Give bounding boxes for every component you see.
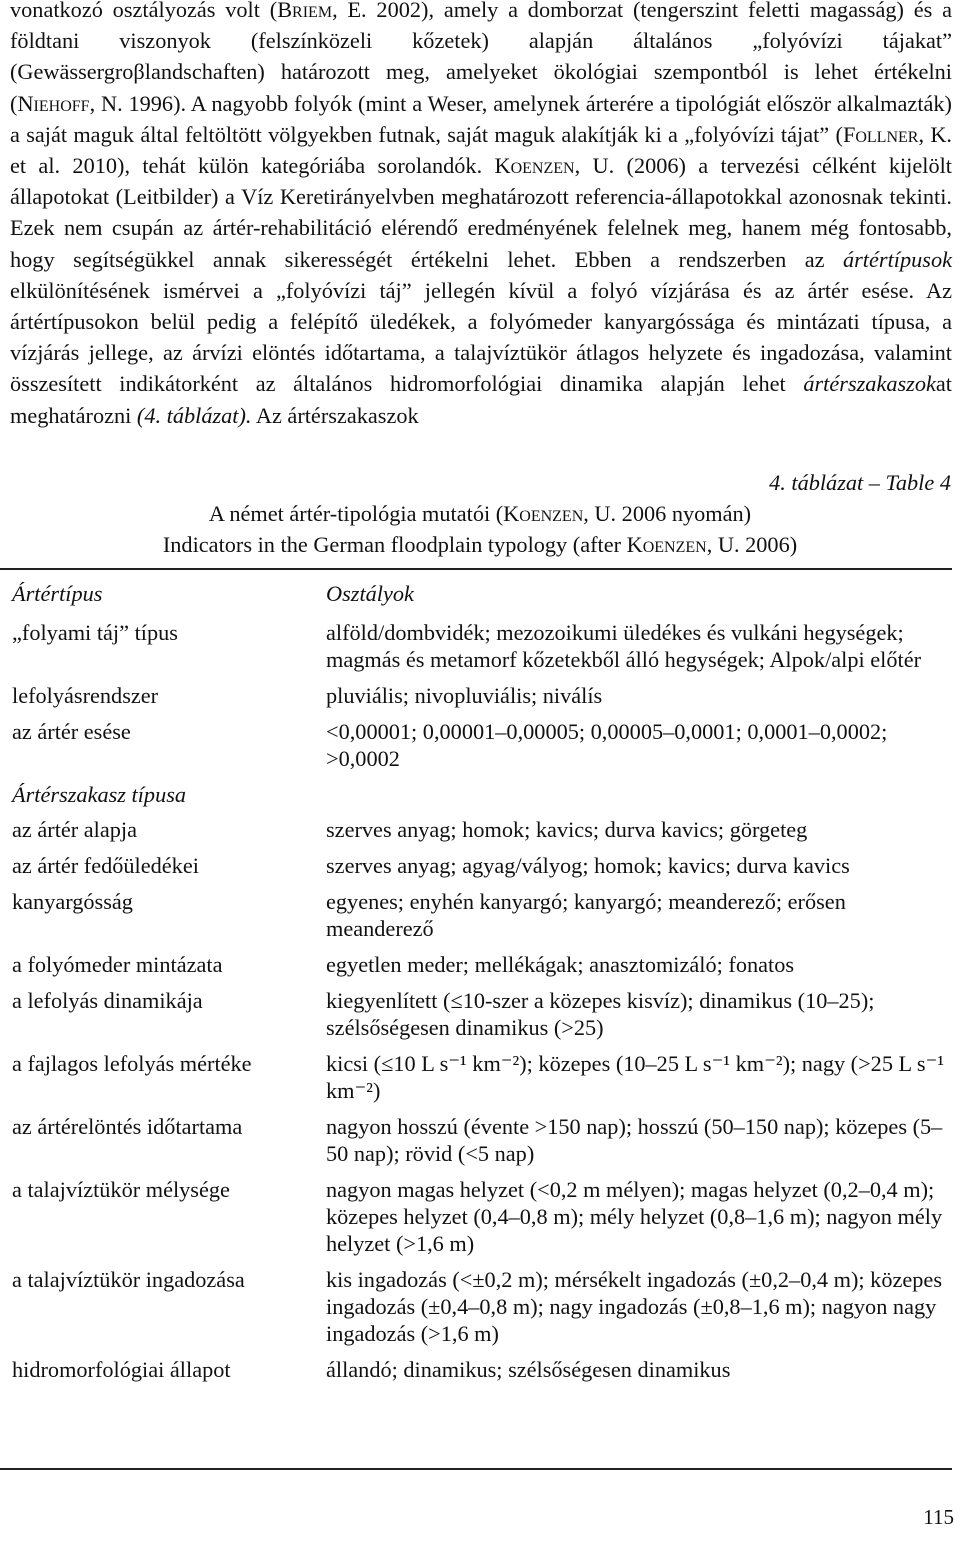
- row-label: hidromorfológiai állapot: [12, 1357, 231, 1382]
- row-value: alföld/dombvidék; mezozoikumi üledékes és vulkáni hegységek; magmás és metamorf kőzetekből álló hegységek; Alpok/alpi előtér: [326, 620, 922, 672]
- italic-term: ártérszakaszok: [803, 371, 936, 397]
- paragraph-text: , K. et al. 2010), tehát külön kategóriába sorolandók.: [10, 121, 952, 179]
- caption-text: Indicators in the German floodplain typology (after: [162, 532, 627, 557]
- row-value: kiegyenlített (≤10-szer a közepes kisvíz); dinamikus (10–25); szélsőségesen dinamikus (>25): [326, 988, 875, 1040]
- row-label: kanyargósság: [12, 889, 133, 914]
- row-value: kis ingadozás (<±0,2 m); mérsékelt ingadozás (±0,2–0,4 m); közepes ingadozás (±0,4–0,8 m); nagy ingadozás (±0,8–1,6 m); nagyon nagy ingadozás (>1,6 m): [326, 1267, 942, 1346]
- table-row: [12, 1266, 952, 1356]
- caption-text: A német ártér-tipológia mutatói (: [208, 501, 504, 526]
- paragraph-text: Az ártérszakaszok: [251, 402, 419, 428]
- paragraph-text: , U. (2006) a tervezési célként kijelölt állapotokat (Leitbilder) a Víz Keretirányelvben meghatározott referencia-állapotokkal azonosnak tekinti. Ezek nem csupán az ártér-rehabilitáció elérendő eredményének felelnek meg, hanem még fontosabb, hogy segítségükkel annak sikerességét értékelni lehet. Ebben a rendszerben az: [10, 153, 952, 272]
- table-title-hu: [0, 501, 960, 527]
- page-number: 115: [923, 1505, 954, 1529]
- row-value: nagyon magas helyzet (<0,2 m mélyen); magas helyzet (0,2–0,4 m); közepes helyzet (0,4–0,8 m); mély helyzet (0,8–1,6 m); nagyon mély helyzet (>1,6 m): [326, 1177, 943, 1256]
- row-label: a fajlagos lefolyás mértéke: [12, 1051, 252, 1076]
- table-row: [12, 816, 952, 852]
- table-subheader-row: [12, 781, 952, 816]
- row-value: egyetlen meder; mellékágak; anasztomizáló; fonatos: [326, 952, 795, 977]
- row-value: egyenes; enyhén kanyargó; kanyargó; meanderező; erősen meanderező: [326, 889, 846, 941]
- table-reference: (4. táblázat).: [136, 402, 252, 428]
- paragraph-text: vonatkozó osztályozás volt (: [10, 0, 278, 22]
- author-name: Briem: [277, 0, 333, 22]
- header-col-type: Ártértípus: [12, 581, 103, 606]
- table-title-en: [0, 532, 960, 558]
- row-value: állandó; dinamikus; szélsőségesen dinamikus: [326, 1357, 731, 1382]
- row-value: szerves anyag; agyag/vályog; homok; kavics; durva kavics: [326, 853, 850, 878]
- author-name: Niehoff: [17, 90, 90, 116]
- table-row: [12, 888, 952, 951]
- table-row: [12, 718, 952, 781]
- row-label: az ártér alapja: [12, 817, 138, 842]
- typology-table: [12, 580, 952, 1392]
- row-label: az ártér esése: [12, 719, 131, 744]
- table-row: [12, 852, 952, 888]
- table-row: [12, 619, 952, 682]
- row-value: kicsi (≤10 L s⁻¹ km⁻²); közepes (10–25 L s⁻¹ km⁻²); nagy (>25 L s⁻¹ km⁻²): [326, 1051, 945, 1103]
- caption-text: , U. 2006 nyomán): [583, 501, 752, 526]
- row-label: lefolyásrendszer: [12, 683, 159, 708]
- table-row: [12, 987, 952, 1050]
- table-header-row: [12, 580, 952, 619]
- table-row: [12, 1356, 952, 1392]
- paragraph-text: , E. 2002), amely a domborzat (tengerszint feletti magasság) és a földtani viszonyok (felszínközeli kőzetek) alapján általános „folyóvízi tájakat” (Gewässergroβlandschaften) határozott meg, amelyeket ökológiai szempontból is lehet értékelni (: [10, 0, 952, 116]
- paragraph-text: at meghatározni: [10, 371, 952, 428]
- author-name: Koenzen: [626, 532, 707, 557]
- header-col-classes: Osztályok: [326, 581, 414, 606]
- table-top-rule: [0, 568, 952, 570]
- table-label: 4. táblázat – Table 4: [769, 470, 951, 495]
- table-row: [12, 682, 952, 718]
- table-row: [12, 1176, 952, 1266]
- table-row: [12, 1050, 952, 1113]
- italic-term: ártértípusok: [842, 246, 952, 272]
- row-label: a lefolyás dinamikája: [12, 988, 203, 1013]
- body-paragraph: [10, 0, 952, 431]
- row-label: a talajvíztükör ingadozása: [12, 1267, 245, 1292]
- subheader-label: Ártérszakasz típusa: [12, 782, 187, 807]
- table-row: [12, 1113, 952, 1176]
- author-name: Koenzen: [503, 501, 584, 526]
- table-row: [12, 951, 952, 987]
- row-label: a talajvíztükör mélysége: [12, 1177, 230, 1202]
- row-value: szerves anyag; homok; kavics; durva kavics; görgeteg: [326, 817, 808, 842]
- author-name: Follner: [842, 121, 919, 147]
- paragraph-text: elkülönítésének ismérvei a „folyóvízi táj” jellegén kívül a folyó vízjárása és az ártér esése. Az ártértípusokon belül pedig a felépítő üledékek, a folyómeder kanyargóssága és mintázati típusa, a vízjárás jellege, az árvízi elöntés időtartama, a talajvíztükör átlagos helyzete és ingadozása, valamint összesített indikátorként az általános hidromorfológiai dinamika alapján lehet: [10, 277, 952, 397]
- author-name: Koenzen: [494, 153, 575, 179]
- subheader-empty: [326, 781, 952, 816]
- row-value: pluviális; nivopluviális; niválís: [326, 683, 603, 708]
- caption-text: , U. 2006): [706, 532, 798, 557]
- row-label: az ártér fedőüledékei: [12, 853, 199, 878]
- row-value: nagyon hosszú (évente >150 nap); hosszú (50–150 nap); közepes (5–50 nap); rövid (<5 nap): [326, 1114, 943, 1166]
- row-label: a folyómeder mintázata: [12, 952, 223, 977]
- table-bottom-rule: [0, 1468, 952, 1470]
- row-label: „folyami táj” típus: [12, 620, 178, 645]
- row-value: <0,00001; 0,00001–0,00005; 0,00005–0,0001; 0,0001–0,0002; >0,0002: [326, 719, 888, 771]
- row-label: az ártérelöntés időtartama: [12, 1114, 243, 1139]
- paragraph-text: , N. 1996). A nagyobb folyók (mint a Weser, amelynek árterére a tipológiát először alkalmazták) a saját maguk által feltöltött völgyekben futnak, saját maguk alakítják ki a „folyóvízi tájat” (: [10, 90, 952, 147]
